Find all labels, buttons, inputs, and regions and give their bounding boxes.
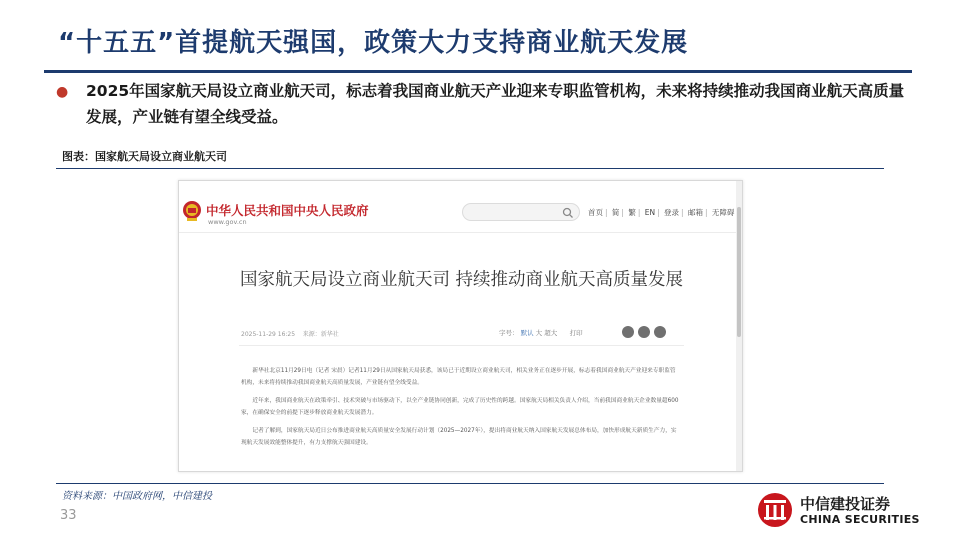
figure-caption: 图表：国家航天局设立商业航天司: [62, 150, 227, 163]
article-date: 2025-11-29 16:25: [241, 331, 296, 338]
share-icons: [622, 326, 666, 338]
font-size-label: 字号：: [499, 329, 519, 337]
china-securities-logo: [757, 492, 793, 528]
nav-divider: |: [637, 208, 641, 217]
bullet-text: 2025年国家航天局设立商业航天司，标志着我国商业航天产业迎来专职监管机构，未来将持续推动我国商业航天高质量发展，产业链有望全线受益。: [86, 82, 905, 126]
search-input[interactable]: [462, 203, 580, 221]
font-size-default[interactable]: 默认: [520, 329, 534, 337]
gov-site-url: www.gov.cn: [208, 218, 247, 226]
nav-accessibility[interactable]: 无障碍: [711, 208, 735, 217]
meta-divider: [239, 345, 684, 346]
title-rule: [44, 70, 912, 73]
top-nav: [588, 207, 736, 218]
wechat-icon[interactable]: [622, 326, 634, 338]
article-body: [241, 366, 681, 456]
source-note: 资料来源：中国政府网，中信建投: [62, 491, 212, 502]
emblem-icon: [182, 200, 202, 222]
brand-name-cn: 中信建投证券: [800, 495, 891, 513]
article-title: 国家航天局设立商业航天司 持续推动商业航天高质量发展: [239, 270, 684, 290]
nav-mail[interactable]: 邮箱: [687, 208, 703, 217]
nav-divider: |: [605, 208, 608, 217]
gov-site-name[interactable]: 中华人民共和国中央人民政府: [206, 203, 369, 218]
nav-home[interactable]: 首页: [588, 208, 603, 217]
article-source: 来源：新华社: [302, 331, 339, 338]
scrollbar-thumb[interactable]: [737, 207, 741, 337]
article-paragraph: 近年来，我国商业航天在政策牵引、技术突破与市场驱动下，以全产业链协同创新，完成了历史性的跨越。国家航天局相关负责人介绍，当前我国商业航天企业数量超600家，在确保安全的前提下逐步释放商业航天发展潜力。: [241, 398, 679, 416]
font-size-xlarge[interactable]: 超大: [544, 329, 558, 337]
slide-title: “十五五”首提航天强国，政策大力支持商业航天发展: [58, 28, 689, 58]
qzone-icon[interactable]: [654, 326, 666, 338]
weibo-icon[interactable]: [638, 326, 650, 338]
font-size-large[interactable]: 大: [535, 329, 543, 337]
article-meta: [241, 329, 339, 338]
scrollbar[interactable]: [736, 181, 742, 471]
nav-divider: |: [621, 208, 624, 217]
print-button[interactable]: 打印: [569, 329, 583, 337]
page-number: 33: [60, 508, 77, 523]
search-icon[interactable]: [562, 207, 574, 219]
figure-rule-bottom: [56, 483, 884, 484]
nav-login[interactable]: 登录: [664, 208, 680, 217]
nav-divider: |: [681, 208, 684, 217]
webpage-screenshot: [178, 180, 743, 472]
figure-rule-top: [56, 168, 884, 169]
nav-traditional[interactable]: 繁: [628, 208, 636, 217]
nav-english[interactable]: EN: [644, 208, 656, 217]
article-paragraph: 记者了解到，国家航天局近日公布推进商业航天高质量安全发展行动计划（2025—2027年），提出将商业航天纳入国家航天发展总体布局，加快形成航天新质生产力，实现航天发展效能整体提升，有力支撑航天强国建设。: [241, 428, 677, 446]
gov-header: [179, 181, 742, 233]
nav-simplified[interactable]: 简: [611, 208, 620, 217]
nav-divider: |: [657, 208, 660, 217]
brand-name-en: CHINA SECURITIES: [800, 513, 920, 526]
article-paragraph: 新华社北京11月29日电（记者 宋晨）记者11月29日从国家航天局获悉，该局已于近期设立商业航天司，相关业务正在逐步开展，标志着我国商业航天产业迎来专职监管机构，未来将持续推动我国商业航天高质量发展，产业链有望全线受益。: [241, 368, 676, 386]
nav-divider: |: [704, 208, 708, 217]
article-tools: [499, 328, 583, 337]
bullet-dot-icon: ●: [56, 84, 69, 100]
